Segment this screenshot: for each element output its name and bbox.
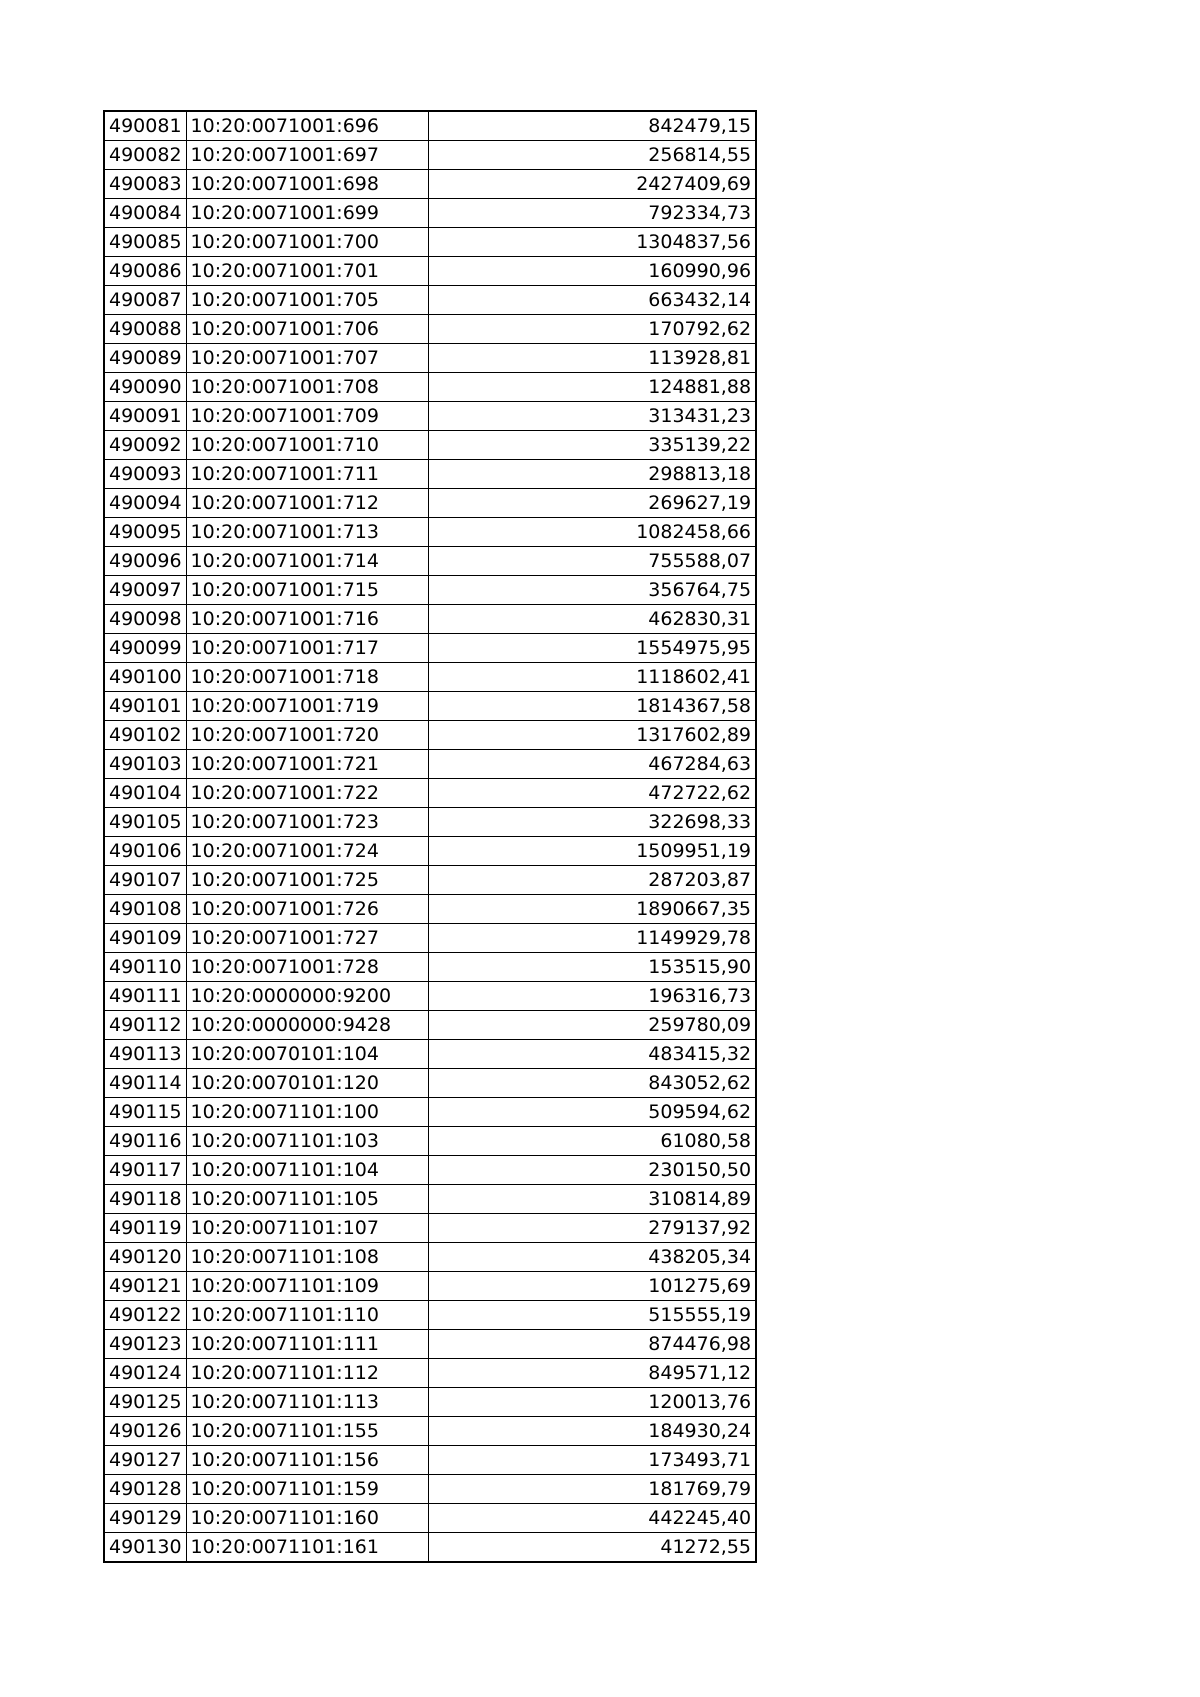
cadastral-number-cell: 10:20:0071101:107 xyxy=(186,1214,428,1243)
cadastral-number-cell: 10:20:0000000:9428 xyxy=(186,1011,428,1040)
row-id-cell: 490101 xyxy=(104,692,186,721)
row-id-cell: 490085 xyxy=(104,228,186,257)
row-id-cell: 490097 xyxy=(104,576,186,605)
table-row xyxy=(104,315,756,344)
value-cell: 1317602,89 xyxy=(428,721,756,750)
table-row xyxy=(104,1098,756,1127)
cadastral-number-cell: 10:20:0071001:716 xyxy=(186,605,428,634)
value-cell: 1890667,35 xyxy=(428,895,756,924)
table-row xyxy=(104,808,756,837)
table-row xyxy=(104,1011,756,1040)
table-row xyxy=(104,721,756,750)
cadastral-number-cell: 10:20:0071001:706 xyxy=(186,315,428,344)
row-id-cell: 490119 xyxy=(104,1214,186,1243)
table-row xyxy=(104,460,756,489)
cadastral-number-cell: 10:20:0071001:714 xyxy=(186,547,428,576)
value-cell: 335139,22 xyxy=(428,431,756,460)
cadastral-number-cell: 10:20:0071101:104 xyxy=(186,1156,428,1185)
value-cell: 256814,55 xyxy=(428,141,756,170)
row-id-cell: 490094 xyxy=(104,489,186,518)
cadastral-number-cell: 10:20:0071001:713 xyxy=(186,518,428,547)
row-id-cell: 490082 xyxy=(104,141,186,170)
value-cell: 160990,96 xyxy=(428,257,756,286)
table-row xyxy=(104,1272,756,1301)
value-cell: 442245,40 xyxy=(428,1504,756,1533)
value-cell: 462830,31 xyxy=(428,605,756,634)
cadastral-number-cell: 10:20:0071001:697 xyxy=(186,141,428,170)
table-row xyxy=(104,1388,756,1417)
table-row xyxy=(104,1127,756,1156)
row-id-cell: 490128 xyxy=(104,1475,186,1504)
value-cell: 438205,34 xyxy=(428,1243,756,1272)
value-cell: 153515,90 xyxy=(428,953,756,982)
row-id-cell: 490129 xyxy=(104,1504,186,1533)
row-id-cell: 490099 xyxy=(104,634,186,663)
cadastral-number-cell: 10:20:0071101:105 xyxy=(186,1185,428,1214)
value-cell: 259780,09 xyxy=(428,1011,756,1040)
value-cell: 196316,73 xyxy=(428,982,756,1011)
cadastral-number-cell: 10:20:0071101:108 xyxy=(186,1243,428,1272)
cadastral-number-cell: 10:20:0071101:111 xyxy=(186,1330,428,1359)
cadastral-number-cell: 10:20:0071101:155 xyxy=(186,1417,428,1446)
row-id-cell: 490100 xyxy=(104,663,186,692)
value-cell: 124881,88 xyxy=(428,373,756,402)
row-id-cell: 490083 xyxy=(104,170,186,199)
value-cell: 755588,07 xyxy=(428,547,756,576)
cadastral-number-cell: 10:20:0071001:721 xyxy=(186,750,428,779)
table-row xyxy=(104,1156,756,1185)
cadastral-number-cell: 10:20:0071101:161 xyxy=(186,1533,428,1563)
table-row xyxy=(104,1533,756,1563)
row-id-cell: 490103 xyxy=(104,750,186,779)
value-cell: 173493,71 xyxy=(428,1446,756,1475)
table-row xyxy=(104,750,756,779)
row-id-cell: 490104 xyxy=(104,779,186,808)
cadastral-number-cell: 10:20:0071001:717 xyxy=(186,634,428,663)
table-row xyxy=(104,895,756,924)
row-id-cell: 490086 xyxy=(104,257,186,286)
table-row xyxy=(104,518,756,547)
cadastral-number-cell: 10:20:0071001:728 xyxy=(186,953,428,982)
cadastral-number-cell: 10:20:0071001:726 xyxy=(186,895,428,924)
table-row xyxy=(104,692,756,721)
value-cell: 467284,63 xyxy=(428,750,756,779)
table-row xyxy=(104,373,756,402)
table-row xyxy=(104,779,756,808)
cadastral-number-cell: 10:20:0071001:723 xyxy=(186,808,428,837)
cadastral-number-cell: 10:20:0071001:725 xyxy=(186,866,428,895)
value-cell: 843052,62 xyxy=(428,1069,756,1098)
parcel-value-table xyxy=(103,110,757,1563)
table-row xyxy=(104,1446,756,1475)
table-row xyxy=(104,663,756,692)
row-id-cell: 490096 xyxy=(104,547,186,576)
row-id-cell: 490093 xyxy=(104,460,186,489)
table-row xyxy=(104,576,756,605)
cadastral-number-cell: 10:20:0071001:705 xyxy=(186,286,428,315)
value-cell: 313431,23 xyxy=(428,402,756,431)
table-row xyxy=(104,111,756,141)
row-id-cell: 490115 xyxy=(104,1098,186,1127)
table-row xyxy=(104,953,756,982)
table-row xyxy=(104,1301,756,1330)
table-row xyxy=(104,1069,756,1098)
value-cell: 472722,62 xyxy=(428,779,756,808)
table-body xyxy=(104,111,756,1562)
table-row xyxy=(104,141,756,170)
cadastral-number-cell: 10:20:0071001:701 xyxy=(186,257,428,286)
row-id-cell: 490092 xyxy=(104,431,186,460)
cadastral-number-cell: 10:20:0071001:707 xyxy=(186,344,428,373)
row-id-cell: 490112 xyxy=(104,1011,186,1040)
row-id-cell: 490108 xyxy=(104,895,186,924)
value-cell: 515555,19 xyxy=(428,1301,756,1330)
cadastral-number-cell: 10:20:0071001:698 xyxy=(186,170,428,199)
table-row xyxy=(104,286,756,315)
row-id-cell: 490117 xyxy=(104,1156,186,1185)
value-cell: 230150,50 xyxy=(428,1156,756,1185)
table-row xyxy=(104,1040,756,1069)
row-id-cell: 490118 xyxy=(104,1185,186,1214)
cadastral-number-cell: 10:20:0071101:113 xyxy=(186,1388,428,1417)
table-row xyxy=(104,1214,756,1243)
row-id-cell: 490105 xyxy=(104,808,186,837)
row-id-cell: 490089 xyxy=(104,344,186,373)
value-cell: 120013,76 xyxy=(428,1388,756,1417)
value-cell: 663432,14 xyxy=(428,286,756,315)
table-row xyxy=(104,547,756,576)
value-cell: 849571,12 xyxy=(428,1359,756,1388)
value-cell: 1509951,19 xyxy=(428,837,756,866)
table-row xyxy=(104,344,756,373)
row-id-cell: 490122 xyxy=(104,1301,186,1330)
row-id-cell: 490125 xyxy=(104,1388,186,1417)
cadastral-number-cell: 10:20:0070101:104 xyxy=(186,1040,428,1069)
value-cell: 1082458,66 xyxy=(428,518,756,547)
row-id-cell: 490121 xyxy=(104,1272,186,1301)
cadastral-number-cell: 10:20:0071101:159 xyxy=(186,1475,428,1504)
value-cell: 1814367,58 xyxy=(428,692,756,721)
value-cell: 2427409,69 xyxy=(428,170,756,199)
row-id-cell: 490102 xyxy=(104,721,186,750)
value-cell: 287203,87 xyxy=(428,866,756,895)
table-row xyxy=(104,634,756,663)
cadastral-number-cell: 10:20:0071001:724 xyxy=(186,837,428,866)
cadastral-number-cell: 10:20:0070101:120 xyxy=(186,1069,428,1098)
cadastral-number-cell: 10:20:0071101:109 xyxy=(186,1272,428,1301)
value-cell: 1304837,56 xyxy=(428,228,756,257)
table-row xyxy=(104,402,756,431)
cadastral-number-cell: 10:20:0071101:156 xyxy=(186,1446,428,1475)
row-id-cell: 490110 xyxy=(104,953,186,982)
cadastral-number-cell: 10:20:0071001:720 xyxy=(186,721,428,750)
value-cell: 874476,98 xyxy=(428,1330,756,1359)
cadastral-number-cell: 10:20:0071101:110 xyxy=(186,1301,428,1330)
value-cell: 41272,55 xyxy=(428,1533,756,1563)
table-row xyxy=(104,1359,756,1388)
cadastral-number-cell: 10:20:0071001:710 xyxy=(186,431,428,460)
value-cell: 1118602,41 xyxy=(428,663,756,692)
table-row xyxy=(104,228,756,257)
cadastral-number-cell: 10:20:0071001:722 xyxy=(186,779,428,808)
row-id-cell: 490090 xyxy=(104,373,186,402)
table-row xyxy=(104,199,756,228)
table-row xyxy=(104,1417,756,1446)
table-row xyxy=(104,1330,756,1359)
cadastral-number-cell: 10:20:0071101:112 xyxy=(186,1359,428,1388)
value-cell: 279137,92 xyxy=(428,1214,756,1243)
table-row xyxy=(104,489,756,518)
value-cell: 298813,18 xyxy=(428,460,756,489)
row-id-cell: 490107 xyxy=(104,866,186,895)
row-id-cell: 490095 xyxy=(104,518,186,547)
cadastral-number-cell: 10:20:0071001:711 xyxy=(186,460,428,489)
cadastral-number-cell: 10:20:0071001:708 xyxy=(186,373,428,402)
row-id-cell: 490126 xyxy=(104,1417,186,1446)
cadastral-number-cell: 10:20:0071001:700 xyxy=(186,228,428,257)
cadastral-number-cell: 10:20:0071101:103 xyxy=(186,1127,428,1156)
table-row xyxy=(104,1504,756,1533)
value-cell: 842479,15 xyxy=(428,111,756,141)
table-row xyxy=(104,431,756,460)
row-id-cell: 490114 xyxy=(104,1069,186,1098)
row-id-cell: 490120 xyxy=(104,1243,186,1272)
row-id-cell: 490088 xyxy=(104,315,186,344)
value-cell: 113928,81 xyxy=(428,344,756,373)
row-id-cell: 490087 xyxy=(104,286,186,315)
value-cell: 170792,62 xyxy=(428,315,756,344)
table-row xyxy=(104,257,756,286)
row-id-cell: 490084 xyxy=(104,199,186,228)
cadastral-number-cell: 10:20:0071001:696 xyxy=(186,111,428,141)
cadastral-number-cell: 10:20:0071101:100 xyxy=(186,1098,428,1127)
row-id-cell: 490123 xyxy=(104,1330,186,1359)
cadastral-number-cell: 10:20:0071001:712 xyxy=(186,489,428,518)
value-cell: 310814,89 xyxy=(428,1185,756,1214)
table-row xyxy=(104,170,756,199)
row-id-cell: 490109 xyxy=(104,924,186,953)
row-id-cell: 490106 xyxy=(104,837,186,866)
cadastral-number-cell: 10:20:0071001:699 xyxy=(186,199,428,228)
value-cell: 356764,75 xyxy=(428,576,756,605)
table-row xyxy=(104,924,756,953)
table-row xyxy=(104,982,756,1011)
row-id-cell: 490130 xyxy=(104,1533,186,1563)
value-cell: 101275,69 xyxy=(428,1272,756,1301)
value-cell: 509594,62 xyxy=(428,1098,756,1127)
cadastral-number-cell: 10:20:0071001:727 xyxy=(186,924,428,953)
cadastral-number-cell: 10:20:0071001:718 xyxy=(186,663,428,692)
table-row xyxy=(104,605,756,634)
table-row xyxy=(104,1243,756,1272)
row-id-cell: 490127 xyxy=(104,1446,186,1475)
table-row xyxy=(104,866,756,895)
value-cell: 269627,19 xyxy=(428,489,756,518)
value-cell: 792334,73 xyxy=(428,199,756,228)
row-id-cell: 490124 xyxy=(104,1359,186,1388)
row-id-cell: 490116 xyxy=(104,1127,186,1156)
cadastral-number-cell: 10:20:0071101:160 xyxy=(186,1504,428,1533)
row-id-cell: 490098 xyxy=(104,605,186,634)
value-cell: 61080,58 xyxy=(428,1127,756,1156)
value-cell: 184930,24 xyxy=(428,1417,756,1446)
table-row xyxy=(104,837,756,866)
value-cell: 181769,79 xyxy=(428,1475,756,1504)
cadastral-number-cell: 10:20:0071001:719 xyxy=(186,692,428,721)
value-cell: 1554975,95 xyxy=(428,634,756,663)
cadastral-number-cell: 10:20:0000000:9200 xyxy=(186,982,428,1011)
row-id-cell: 490081 xyxy=(104,111,186,141)
row-id-cell: 490113 xyxy=(104,1040,186,1069)
value-cell: 1149929,78 xyxy=(428,924,756,953)
value-cell: 483415,32 xyxy=(428,1040,756,1069)
cadastral-number-cell: 10:20:0071001:709 xyxy=(186,402,428,431)
row-id-cell: 490111 xyxy=(104,982,186,1011)
table-row xyxy=(104,1185,756,1214)
row-id-cell: 490091 xyxy=(104,402,186,431)
value-cell: 322698,33 xyxy=(428,808,756,837)
table-row xyxy=(104,1475,756,1504)
cadastral-number-cell: 10:20:0071001:715 xyxy=(186,576,428,605)
